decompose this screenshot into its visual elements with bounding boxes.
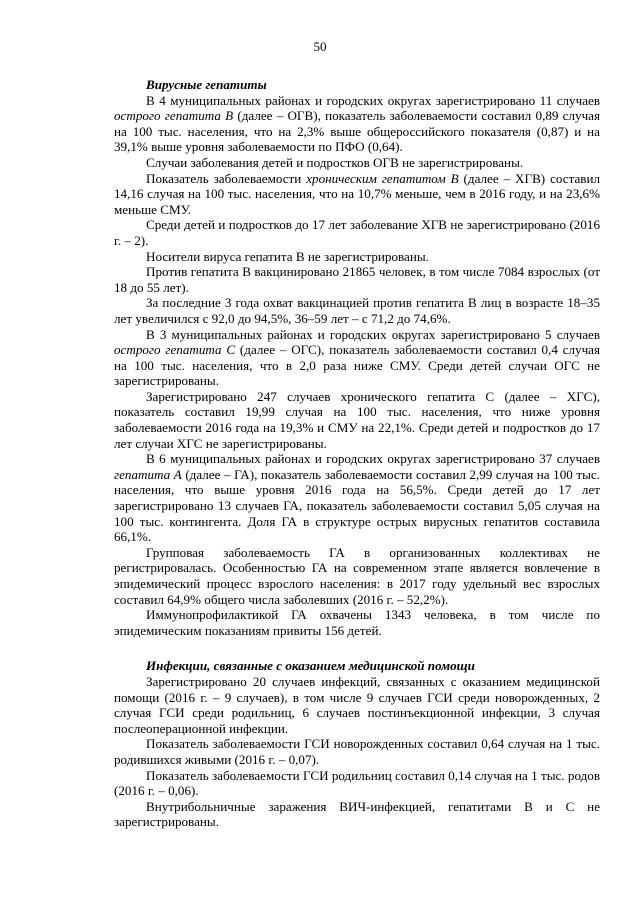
- paragraph: [114, 249, 600, 265]
- italic-term: острого гепатита В: [114, 108, 234, 124]
- paragraph-text: Показатель заболеваемости ГСИ новорожденных составил 0,64 случая на 1 тыс. родившихся живыми (2016 г. – 0,07).: [114, 736, 600, 767]
- paragraph: [114, 171, 600, 218]
- italic-term: острого гепатита С: [114, 342, 236, 358]
- paragraph: [114, 736, 600, 767]
- section-body-healthcare-infections: [114, 674, 600, 830]
- page-content: [114, 77, 600, 830]
- paragraph-text: В 4 муниципальных районах и городских округах зарегистрировано 11 случаев: [146, 92, 600, 108]
- paragraph: [114, 768, 600, 799]
- paragraph-text: В 6 муниципальных районах и городских округах зарегистрировано 37 случаев: [146, 451, 600, 467]
- paragraph: [114, 674, 600, 736]
- section-gap: [114, 638, 600, 658]
- italic-term: хроническим гепатитом В: [306, 170, 459, 186]
- paragraph-text: Носители вируса гепатита В не зарегистрированы.: [146, 248, 429, 264]
- section-heading-viral-hepatitis: Вирусные гепатиты: [146, 77, 267, 92]
- section-heading-healthcare-infections: Инфекции, связанные с оказанием медицинской помощи: [146, 658, 475, 674]
- paragraph-text: Среди детей и подростков до 17 лет заболевание ХГВ не зарегистрировано (2016 г. – 2).: [114, 217, 600, 248]
- paragraph-text: Зарегистрировано 20 случаев инфекций, связанных с оказанием медицинской помощи (2016 г. – 9 случаев), в том числе 9 случаев ГСИ среди новорожденных, 2 случая ГСИ среди родильниц, 6 случаев постинъекционной инфекции, 3 случая послеоперационной инфекции.: [114, 673, 600, 736]
- section-body-viral-hepatitis: [114, 93, 600, 639]
- paragraph: [114, 389, 600, 451]
- paragraph: [114, 607, 600, 638]
- paragraph-text: Иммунопрофилактикой ГА охвачены 1343 человека, в том числе по эпидемическим показаниям привиты 156 детей.: [114, 607, 600, 638]
- paragraph-text: (далее – ХГВ) составил 14,16 случая на 100 тыс. населения, что на 10,7% меньше, чем в 2016 году, и на 23,6% меньше СМУ.: [114, 170, 600, 217]
- paragraph: [114, 295, 600, 326]
- paragraph-text: Зарегистрировано 247 случаев хронического гепатита С (далее – ХГС), показатель составил 19,99 случая на 100 тыс. населения, что ниже уровня заболеваемости 2016 года на 19,3% и СМУ на 22,1%. Среди детей и подростков до 17 лет случаи ХГС не зарегистрированы.: [114, 388, 600, 451]
- paragraph: [114, 217, 600, 248]
- paragraph-text: Внутрибольничные заражения ВИЧ-инфекцией, гепатитами В и С не зарегистрированы.: [114, 798, 600, 830]
- paragraph-text: Показатель заболеваемости: [146, 170, 307, 186]
- paragraph-text: Групповая заболеваемость ГА в организованных коллективах не регистрировалась. Особенностью ГА на современном этапе является вовлечение в эпидемический процесс взрослого населения: в 2017 году удельный вес взрослых составил 64,9% общего числа заболевших (2016 г. – 52,2%).: [114, 544, 600, 607]
- paragraph-text: Против гепатита В вакцинировано 21865 человек, в том числе 7084 взрослых (от 18 до 55 лет).: [114, 264, 600, 295]
- paragraph-text: (далее – ОГС), показатель заболеваемости составил 0,4 случая на 100 тыс. населения, что в 2,0 раза ниже СМУ. Среди детей случаи ОГС не зарегистрированы.: [114, 342, 600, 389]
- paragraph: [114, 93, 600, 155]
- paragraph-text: За последние 3 года охват вакцинацией против гепатита В лиц в возрасте 18–35 лет увеличился с 92,0 до 94,5%, 36–59 лет – с 71,2 до 74,6%.: [114, 295, 600, 326]
- paragraph: [114, 545, 600, 607]
- paragraph-text: Показатель заболеваемости ГСИ родильниц составил 0,14 случая на 1 тыс. родов (2016 г. – 0,06).: [114, 767, 600, 799]
- italic-term: гепатита А: [114, 466, 182, 482]
- paragraph: [114, 451, 600, 545]
- paragraph-text: В 3 муниципальных районах и городских округах зарегистрировано 5 случаев: [146, 326, 600, 342]
- paragraph: [114, 155, 600, 171]
- paragraph: [114, 264, 600, 295]
- paragraph: [114, 327, 600, 389]
- paragraph-text: (далее – ГА), показатель заболеваемости составил 2,99 случая на 100 тыс. населения, что выше уровня 2016 года на 56,5%. Среди детей до 17 лет зарегистрировано 13 случаев ГА, показатель заболеваемости составил 5,05 случая на 100 тыс. контингента. Доля ГА в структуре острых вирусных гепатитов составила 66,1%.: [114, 466, 600, 545]
- paragraph: [114, 799, 600, 830]
- paragraph-text: Случаи заболевания детей и подростков ОГВ не зарегистрированы.: [146, 154, 524, 170]
- paragraph-text: (далее – ОГВ), показатель заболеваемости составил 0,89 случая на 100 тыс. населения, что на 2,3% выше общероссийского показателя (0,87) и на 39,1% выше уровня заболеваемости по ПФО (0,64).: [114, 108, 600, 155]
- page-number: 50: [313, 39, 327, 54]
